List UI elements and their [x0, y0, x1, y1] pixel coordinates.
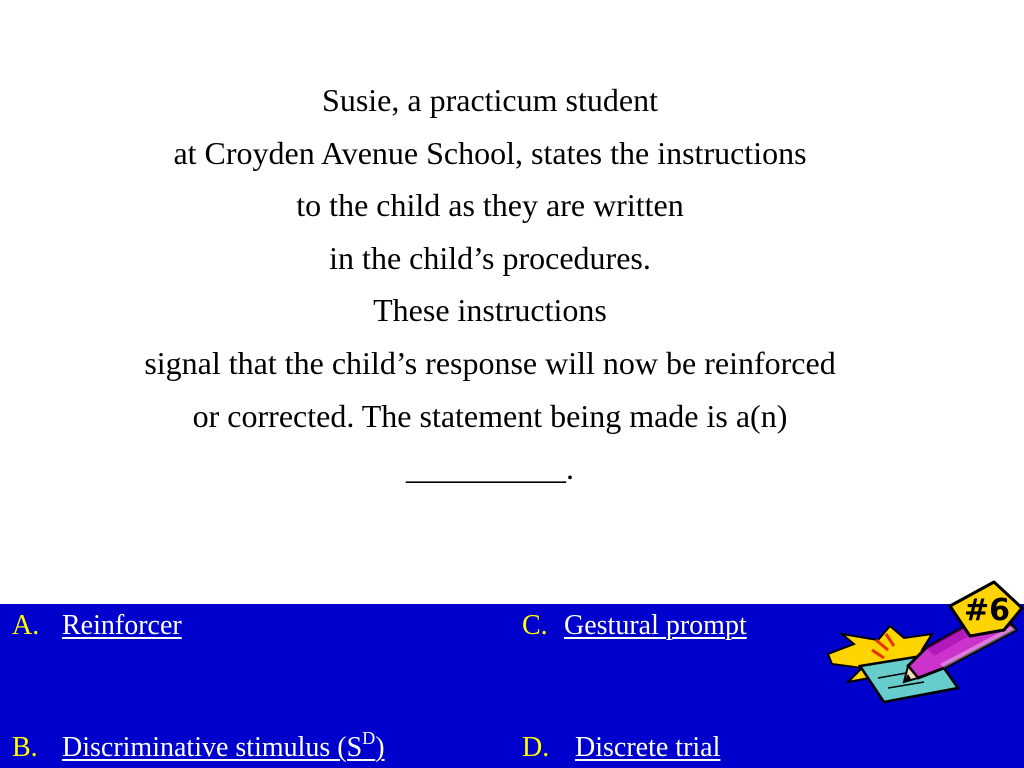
answer-option-d [522, 732, 720, 764]
question-line: or corrected. The statement being made is a(n) [192, 397, 788, 434]
answer-letter-b: B. [12, 732, 38, 763]
answer-link-gestural-prompt[interactable]: Gestural prompt [564, 610, 747, 641]
answer-letter-c: C. [522, 610, 548, 641]
answer-link-discriminative-stimulus[interactable] [62, 728, 385, 763]
question-line: signal that the child’s response will now be reinforced [144, 344, 836, 381]
badge-number: #6 [963, 593, 1011, 628]
answer-option-b [12, 728, 385, 764]
question-text [0, 74, 980, 495]
question-number-badge [808, 578, 1024, 718]
answer-option-c [522, 610, 747, 642]
answer-link-reinforcer[interactable]: Reinforcer [62, 610, 182, 641]
question-blank: __________. [406, 450, 574, 487]
answer-link-discrete-trial[interactable]: Discrete trial [575, 732, 721, 763]
answer-link-b-suffix: ) [375, 732, 385, 763]
answer-option-a [12, 610, 182, 642]
question-line: These instructions [373, 292, 607, 329]
question-line: to the child as they are written [296, 187, 684, 224]
question-line: in the child’s procedures. [329, 239, 651, 276]
question-line: at Croyden Avenue School, states the instructions [173, 134, 807, 171]
answer-letter-d: D. [522, 732, 550, 763]
question-line: Susie, a practicum student [322, 82, 658, 118]
answer-letter-a: A. [12, 610, 40, 641]
answer-link-b-superscript: D [362, 728, 376, 748]
answer-link-b-text: Discriminative stimulus (S [62, 732, 363, 763]
